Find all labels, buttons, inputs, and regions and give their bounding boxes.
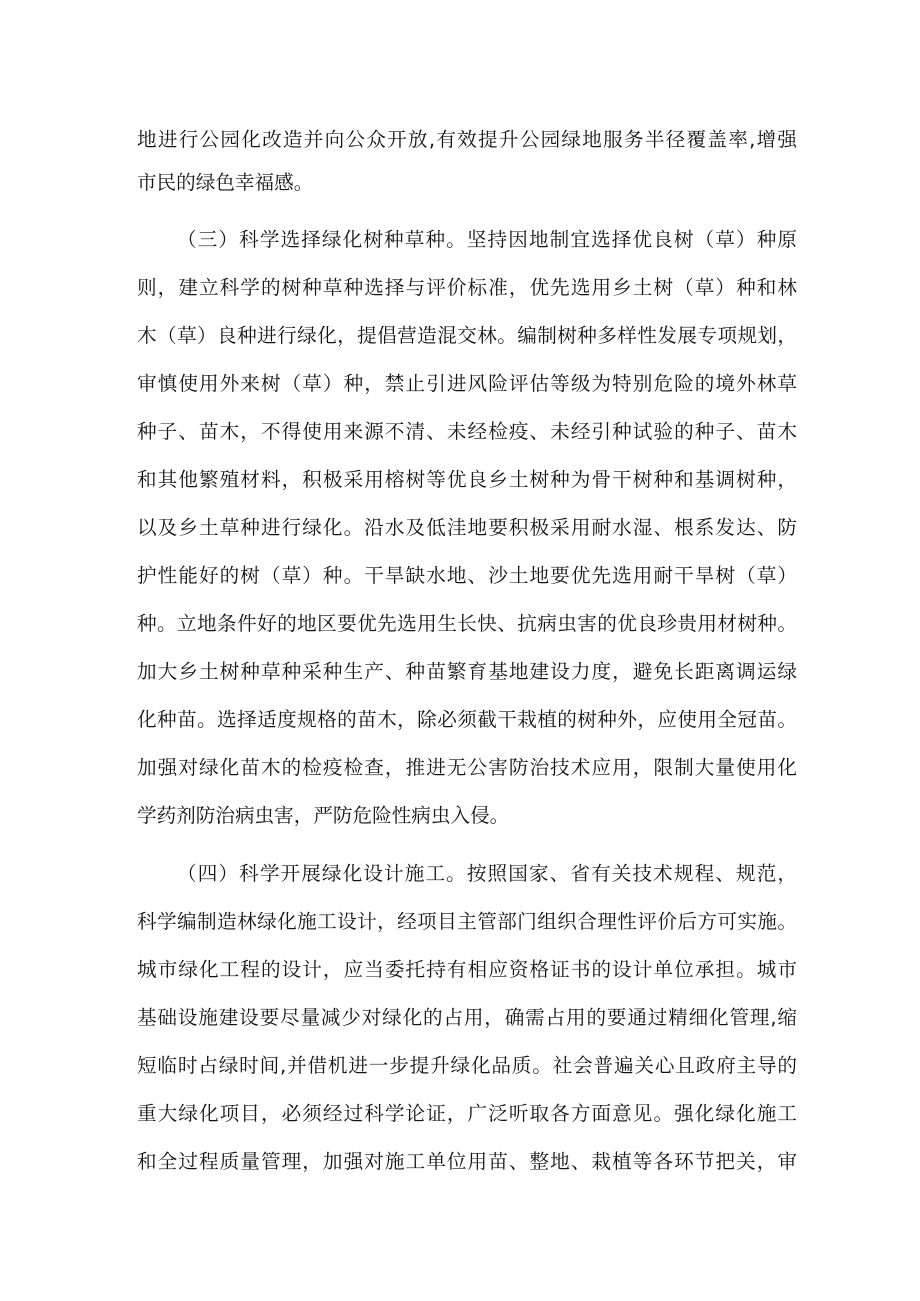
text-line-13: 化种苗。选择适度规格的苗木，除必须截干栽植的树种外，应使用全冠苗。: [137, 708, 797, 731]
text-line-19: 基础设施建设要尽量减少对绿化的占用，确需占用的要通过精细化管理,缩: [137, 1006, 797, 1029]
text-line-17: 科学编制造林绿化施工设计，经项目主管部门组织合理性评价后方可实施。: [137, 910, 797, 933]
paragraph-4-line-1: （四）科学开展绿化设计施工。按照国家、省有关技术规程、规范，: [177, 862, 797, 885]
text-line-15: 学药剂防治病虫害，严防危险性病虫入侵。: [137, 804, 510, 827]
text-line-14: 加强对绿化苗木的检疫检查，推进无公害防治技术应用，限制大量使用化: [137, 756, 797, 779]
text-line-9: 以及乡土草种进行绿化。沿水及低洼地要积极采用耐水湿、根系发达、防: [137, 516, 797, 539]
text-line-20: 短临时占绿时间,并借机进一步提升绿化品质。社会普遍关心且政府主导的: [137, 1054, 797, 1077]
text-line-12: 加大乡土树种草种采种生产、种苗繁育基地建设力度，避免长距离调运绿: [137, 660, 797, 683]
text-line-2: 市民的绿色幸福感。: [137, 171, 314, 194]
text-line-10: 护性能好的树（草）种。干旱缺水地、沙土地要优先选用耐干旱树（草）: [137, 564, 797, 587]
text-line-7: 种子、苗木，不得使用来源不清、未经检疫、未经引种试验的种子、苗木: [137, 420, 797, 443]
text-line-18: 城市绿化工程的设计，应当委托持有相应资格证书的设计单位承担。城市: [137, 958, 797, 981]
text-line-6: 审慎使用外来树（草）种，禁止引进风险评估等级为特别危险的境外林草: [137, 372, 797, 395]
text-line-5: 木（草）良种进行绿化，提倡营造混交林。编制树种多样性发展专项规划，: [137, 324, 797, 347]
text-line-1: 地进行公园化改造并向公众开放,有效提升公园绿地服务半径覆盖率,增强: [137, 128, 797, 151]
text-line-11: 种。立地条件好的地区要优先选用生长快、抗病虫害的优良珍贵用材树种。: [137, 612, 797, 635]
paragraph-3-line-1: （三）科学选择绿化树种草种。坚持因地制宜选择优良树（草）种原: [177, 228, 797, 251]
text-line-21: 重大绿化项目，必须经过科学论证，广泛听取各方面意见。强化绿化施工: [137, 1102, 797, 1125]
text-line-4: 则，建立科学的树种草种选择与评价标准，优先选用乡土树（草）种和林: [137, 276, 797, 299]
text-line-22: 和全过程质量管理，加强对施工单位用苗、整地、栽植等各环节把关，审: [137, 1150, 797, 1173]
text-line-8: 和其他繁殖材料，积极采用榕树等优良乡土树种为骨干树种和基调树种，: [137, 468, 797, 491]
